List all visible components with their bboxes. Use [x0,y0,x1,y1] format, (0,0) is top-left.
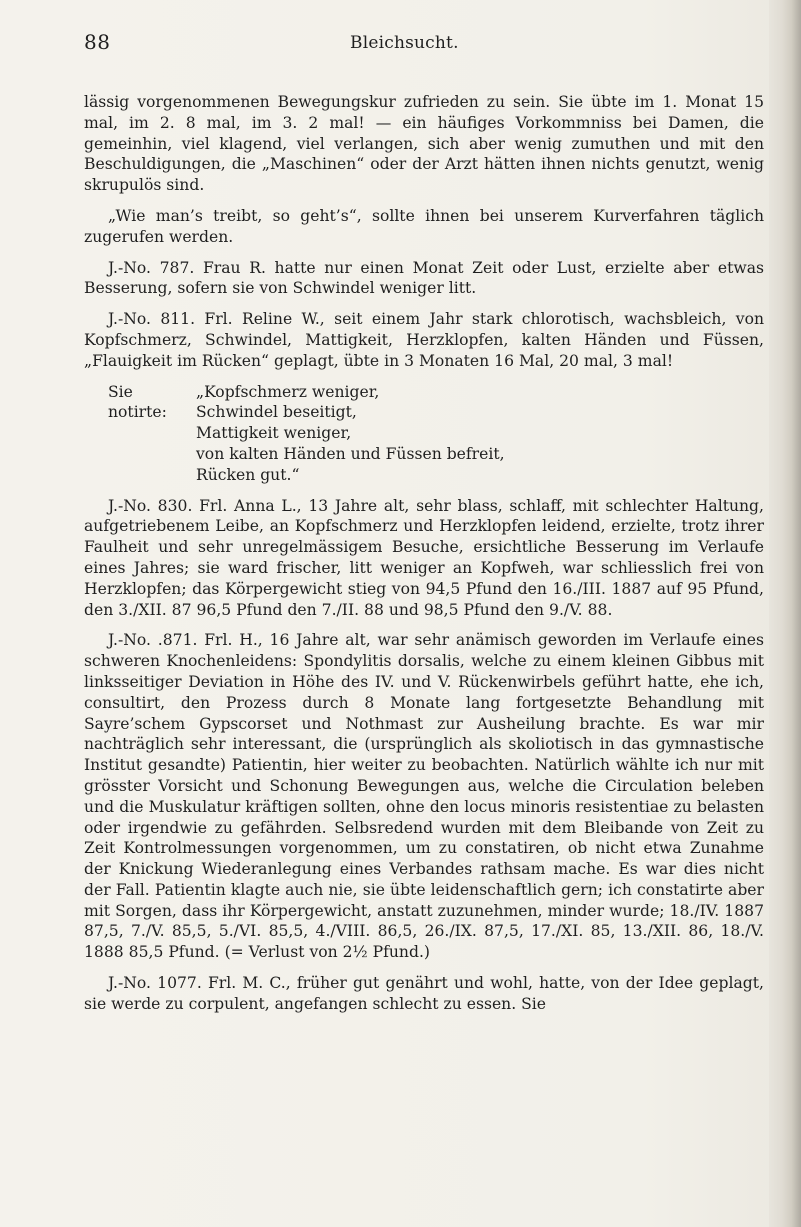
notes-line: von kalten Händen und Füssen befreit, [196,444,505,463]
notes-lines [196,382,505,486]
notes-line: Rücken gut.“ [196,465,300,484]
paragraph-quote: „Wie man’s treibt, so geht’s“, sollte ihnen bei unserem Kurverfahren täglich zugerufen werden. [84,206,764,246]
page-edge-shadow [769,0,801,1227]
page-number: 88 [84,30,111,54]
page-header [0,30,801,58]
notes-line: Schwindel beseitigt, [196,403,357,422]
patient-notes [108,382,764,486]
case-811: J.-No. 811. Frl. Reline W., seit einem Jahr stark chlorotisch, wachsbleich, von Kopfschmerz, Schwindel, Mattigkeit, Herzklopfen, kalten Händen und Füssen, „Flauigkeit im Rücken“ geplagt, übte in 3 Monaten 16 Mal, 20 mal, 3 mal! [84,310,764,370]
notes-line: „Kopfschmerz weniger, [196,382,380,401]
case-830: J.-No. 830. Frl. Anna L., 13 Jahre alt, sehr blass, schlaff, mit schlechter Haltung, aufgetriebenem Leibe, an Kopfschmerz und Herzklopfen leidend, erzielte, trotz ihrer Faulheit und sehr unregelmässigem Besuche, ersichtliche Besserung im Verlaufe eines Jahres; sie ward frischer, litt weniger an Kopfweh, war schliesslich frei von Herzklopfen; das Körpergewicht stieg von 94,5 Pfund den 16./III. 1887 auf 95 Pfund, den 3./XII. 87 96,5 Pfund den 7./II. 88 und 98,5 Pfund den 9./V. 88. [84,496,764,619]
paragraph-continuation: lässig vorgenommenen Bewegungskur zufrieden zu sein. Sie übte im 1. Monat 15 mal, im 2. 8 mal, im 3. 2 mal! — ein häufiges Vorkommniss bei Damen, die gemeinhin, viel klagend, viel verlangen, sich aber wenig zumuthen und mit den Beschuldigungen, die „Maschinen“ oder der Arzt hätten ihnen nichts genutzt, wenig skrupulös sind. [84,93,764,195]
notes-line: Mattigkeit weniger, [196,424,352,443]
running-head: Bleichsucht. [350,33,459,53]
case-787: J.-No. 787. Frau R. hatte nur einen Monat Zeit oder Lust, erzielte aber etwas Besserung, sofern sie von Schwindel weniger litt. [84,258,764,298]
case-1077: J.-No. 1077. Frl. M. C., früher gut genährt und wohl, hatte, von der Idee geplagt, sie werde zu corpulent, angefangen schlecht zu essen. Sie [84,974,764,1013]
case-871: J.-No. .871. Frl. H., 16 Jahre alt, war sehr anämisch geworden im Verlaufe eines schweren Knochenleidens: Spondylitis dorsalis, welche zu einem kleinen Gibbus mit linksseitiger Deviation in Höhe des IV. und V. Rückenwirbels geführt hatte, ehe ich, consultirt, den Prozess durch 8 Monate lang fortgesetzte Behandlung mit Sayre’schem Gypscorset und Nothmast zur Ausheilung brachte. Es war mir nachträglich sehr interessant, die (ursprünglich als skoliotisch in das gymnastische Institut gesandte) Patientin, hier weiter zu beobachten. Natürlich wählte ich nur mit grösster Vorsicht und Schonung Bewegungen aus, welche die Circulation beleben und die Muskulatur kräftigen sollten, ohne den locus minoris resistentiae zu belasten oder irgendwie zu gefährden. Selbsredend wurden mit dem Bleibande von Zeit zu Zeit Kontrolmessungen vorgenommen, um zu constatiren, ob nicht etwa Zunahme der Knickung Wiederanlegung eines Verbandes rathsam mache. Es war dies nicht der Fall. Patientin klagte auch nie, sie übte leidenschaftlich gern; ich constatirte aber mit Sorgen, dass ihr Körpergewicht, anstatt zuzunehmen, minder wurde; 18./IV. 1887 87,5, 7./V. 85,5, 5./VI. 85,5, 4./VIII. 86,5, 26./IX. 87,5, 17./XI. 85, 13./XII. 86, 18./V. 1888 85,5 Pfund. (= Verlust von 2½ Pfund.) [84,631,764,962]
body-text [84,92,764,1025]
notes-intro: Sie notirte: [108,382,167,422]
